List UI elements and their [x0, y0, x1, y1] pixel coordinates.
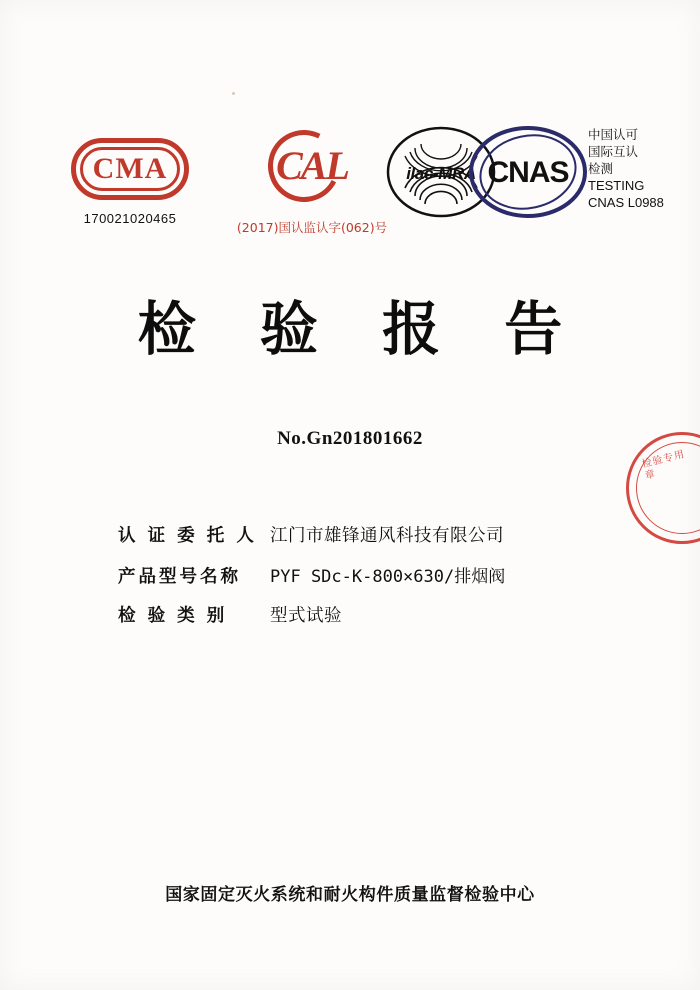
- cnas-side-line-0: 中国认可: [588, 127, 639, 142]
- field-value-category: 型式试验: [270, 606, 342, 626]
- cal-letters: CAL: [276, 143, 348, 188]
- cma-badge-icon: [71, 138, 189, 200]
- cma-mark: [68, 138, 192, 226]
- field-value-client: 江门市雄锋通风科技有限公司: [270, 526, 504, 546]
- cnas-side-en-1: CNAS L0988: [588, 195, 664, 210]
- cma-letters: CMA: [92, 152, 168, 185]
- cal-caption: (2017)国认监认字(062)号: [236, 220, 388, 235]
- cal-mark: [232, 128, 392, 236]
- seal-text: 检验专用章: [640, 449, 687, 482]
- ilac-letters: ilac-MRA: [406, 164, 476, 183]
- cnas-side-line-2: 检测: [588, 161, 614, 176]
- field-row: [118, 562, 618, 602]
- field-value-model: PYF SDc-K-800×630/排烟阀: [270, 567, 506, 587]
- cnas-side-text: [588, 126, 688, 211]
- field-row: [118, 522, 618, 562]
- field-label-client: 认 证 委 托 人: [118, 526, 257, 546]
- field-label-category: 检 验 类 别: [118, 606, 228, 626]
- accreditation-marks-row: [0, 110, 700, 250]
- report-fields: [118, 522, 618, 642]
- page-title: 检 验 报 告: [137, 295, 585, 363]
- cal-badge-icon: [266, 128, 358, 204]
- report-number: No.Gn201801662: [277, 428, 423, 449]
- field-row: [118, 602, 618, 642]
- cnas-letters: CNAS: [487, 156, 569, 189]
- paper-speck: [232, 92, 235, 95]
- cma-caption: 170021020465: [83, 211, 177, 226]
- issuing-organization: 国家固定灭火系统和耐火构件质量监督检验中心: [165, 885, 535, 905]
- cnas-mark: [468, 124, 588, 220]
- field-label-model: 产品型号名称: [118, 567, 241, 587]
- cnas-side-en-0: TESTING: [588, 178, 645, 193]
- cnas-side-line-1: 国际互认: [588, 144, 639, 159]
